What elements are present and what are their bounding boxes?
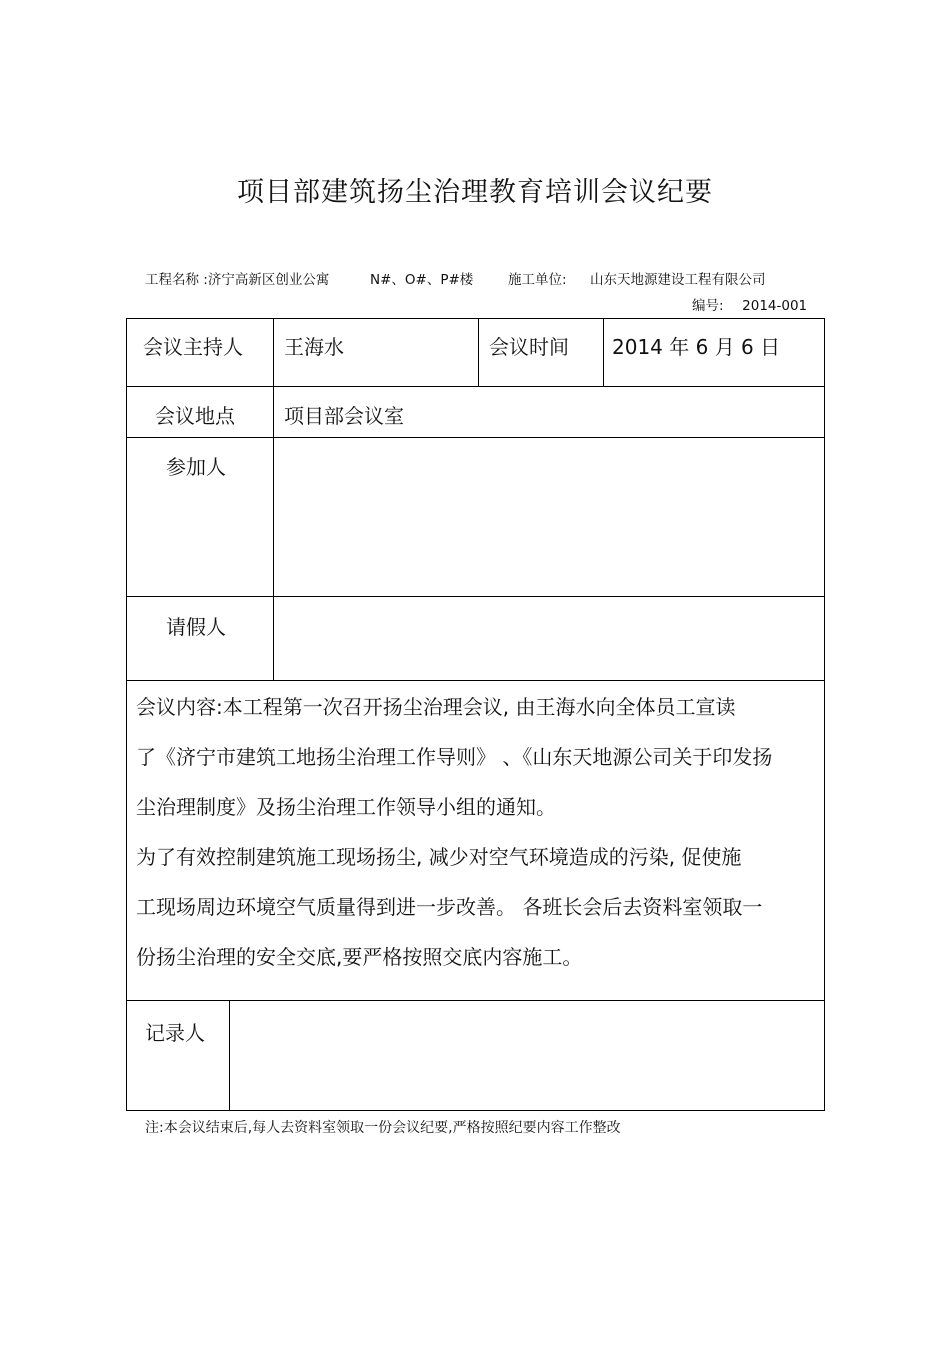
- construction-unit-label: 施工单位:: [508, 272, 567, 288]
- table-row-divider: [126, 1000, 825, 1001]
- serial-number: [692, 294, 807, 314]
- content-line: 了《济宁市建筑工地扬尘治理工作导则》 、《山东天地源公司关于印发扬: [136, 745, 773, 769]
- attendees-label: 参加人: [166, 455, 226, 479]
- meeting-time-value: 2014 年 6 月 6 日: [612, 335, 781, 359]
- footer-note: 注:本会议结束后,每人去资料室领取一份会议纪要,严格按照纪要内容工作整改: [145, 1120, 621, 1136]
- table-row-divider: [126, 596, 825, 597]
- meeting-time-label: 会议时间: [489, 335, 569, 359]
- content-line: 份扬尘治理的安全交底,要严格按照交底内容施工。: [136, 945, 583, 969]
- content-line: 会议内容:本工程第一次召开扬尘治理会议, 由王海水向全体员工宣读: [136, 695, 736, 719]
- table-column-divider: [603, 318, 604, 387]
- table-column-divider: [478, 318, 479, 387]
- building-numbers: N#、O#、P#楼: [370, 272, 474, 288]
- content-line: 为了有效控制建筑施工现场扬尘, 减少对空气环境造成的污染, 促使施: [136, 845, 742, 869]
- host-value: 王海水: [284, 335, 344, 359]
- document-title: 项目部建筑扬尘治理教育培训会议纪要: [237, 177, 713, 208]
- meeting-content: [136, 685, 816, 985]
- leave-label: 请假人: [166, 615, 226, 639]
- host-label: 会议主持人: [143, 335, 243, 359]
- content-line: 工现场周边环境空气质量得到进一步改善。 各班长会后去资料室领取一: [136, 895, 763, 919]
- table-row-divider: [126, 437, 825, 438]
- table-row-divider: [126, 386, 825, 387]
- serial-value: 2014-001: [742, 298, 808, 314]
- meeting-place-label: 会议地点: [155, 404, 235, 428]
- meeting-place-value: 项目部会议室: [284, 404, 404, 428]
- recorder-label: 记录人: [145, 1021, 205, 1045]
- content-line: 尘治理制度》及扬尘治理工作领导小组的通知。: [136, 795, 556, 819]
- construction-unit-value: 山东天地源建设工程有限公司: [590, 272, 766, 288]
- project-name: 工程名称 :济宁高新区创业公寓: [145, 272, 330, 288]
- serial-label: 编号:: [692, 298, 724, 314]
- table-row-divider: [126, 680, 825, 681]
- table-column-divider: [229, 1000, 230, 1111]
- table-column-divider: [273, 318, 274, 681]
